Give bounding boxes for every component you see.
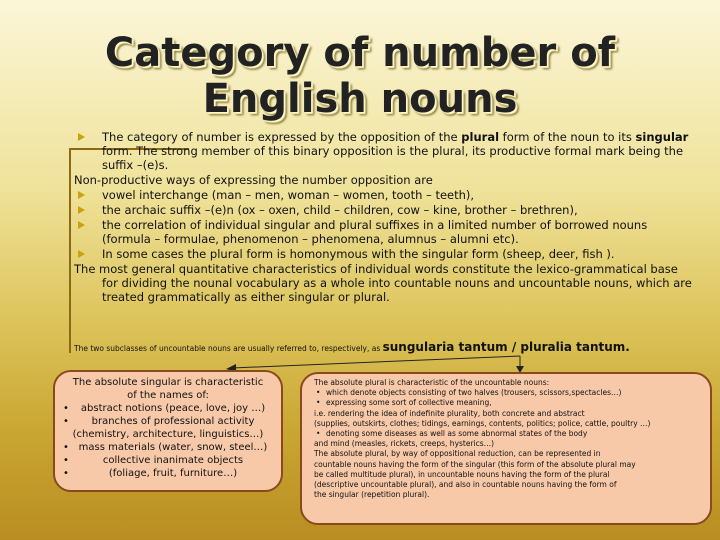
main-content	[74, 130, 694, 305]
list-item: The category of number is expressed by the opposition of the plural form of the noun to its singular form. The strong member of this binary opposition is the plural, its productive formal mark being the suffix –(e)s.	[74, 130, 694, 172]
list-item: • which denote objects consisting of two halves (trousers, scissors,spectacles…)	[316, 388, 622, 398]
list-item: • denoting some diseases as well as some abnormal states of the body	[316, 429, 588, 439]
arrow-bullet-icon	[78, 191, 85, 199]
list-item: • collective inanimate objects	[63, 455, 244, 466]
list-item: • mass materials (water, snow, steel…)	[63, 442, 268, 453]
title-line-2: English nouns	[202, 76, 518, 122]
bullet-dot-icon: •	[63, 416, 69, 427]
decorative-vertical-rule	[69, 148, 71, 353]
list-item: the archaic suffix –(e)n (ox – oxen, child – children, cow – kine, brother – brethren),	[74, 203, 694, 217]
arrow-bullet-icon	[78, 221, 85, 229]
paragraph: The most general quantitative characteristics of individual words constitute the lexico-grammatical base for dividing the nounal vocabulary as a whole into countable nouns and uncountable nouns, which are treated grammatically as either singular or plural.	[74, 262, 692, 304]
list-item: • abstract notions (peace, love, joy …)	[63, 403, 266, 414]
list-item: the correlation of individual singular and plural suffixes in a limited number of borrowed nouns (formula – formulae, phenomenon – phenomena, alumnus – alumni etc).	[74, 218, 694, 246]
arrow-bullet-icon	[78, 206, 85, 214]
list-item: • branches of professional activity	[63, 416, 255, 427]
list-item: In some cases the plural form is homonymous with the singular form (sheep, deer, fish ).	[74, 247, 694, 261]
bullet-dot-icon: •	[63, 442, 69, 453]
arrow-bullet-icon	[78, 133, 85, 141]
subclass-note: The two subclasses of uncountable nouns are usually referred to, respectively, as sungularia tantum / pluralia tantum.	[74, 340, 630, 354]
page-title	[0, 30, 720, 122]
list-item: • expressing some sort of collective meaning,	[316, 398, 492, 408]
list-item: vowel interchange (man – men, woman – women, tooth – teeth),	[74, 188, 694, 202]
paragraph: Non-productive ways of expressing the number opposition are	[74, 173, 433, 187]
list-item: • (foliage, fruit, furniture…)	[63, 468, 238, 479]
title-line-1: Category of number of	[104, 30, 616, 76]
absolute-singular-box: The absolute singular is characteristic of the names of: • abstract notions (peace, love, joy …) • branches of professional activity (chemistry, architecture, linguistics…) • mass materials (water, snow, steel…) • collective inanimate objects • (foliage, fruit, furniture…)	[53, 370, 283, 492]
bullet-dot-icon: •	[63, 403, 69, 414]
bullet-dot-icon: •	[63, 455, 69, 466]
bullet-dot-icon: •	[316, 429, 321, 439]
bullet-dot-icon: •	[63, 468, 69, 479]
bullet-dot-icon: •	[316, 388, 321, 398]
absolute-plural-box: The absolute plural is characteristic of the uncountable nouns: • which denote objects consisting of two halves (trousers, scissors,spectacles…) • expressing some sort of collective meaning, i.e. rendering the idea of indefinite plurality, both concrete and abstract (supplies, outskirts, clothes; tidings, earnings, contents, politics; police, cattle, poultry …) • denoting some diseases as well as some abnormal states of the body and mind (measles, rickets, creeps, hysterics…) The absolute plural, by way of oppositional reduction, can be represented in countable nouns having the form of the singular (this form of the absolute plural may be called multitude plural), in uncountable nouns having the form of the plural (descriptive uncountable plural), and also in countable nouns having the form of the singular (repetition plural).	[300, 372, 712, 525]
arrow-bullet-icon	[78, 250, 85, 258]
bullet-dot-icon: •	[316, 398, 321, 408]
left-arrow-line	[232, 356, 520, 368]
